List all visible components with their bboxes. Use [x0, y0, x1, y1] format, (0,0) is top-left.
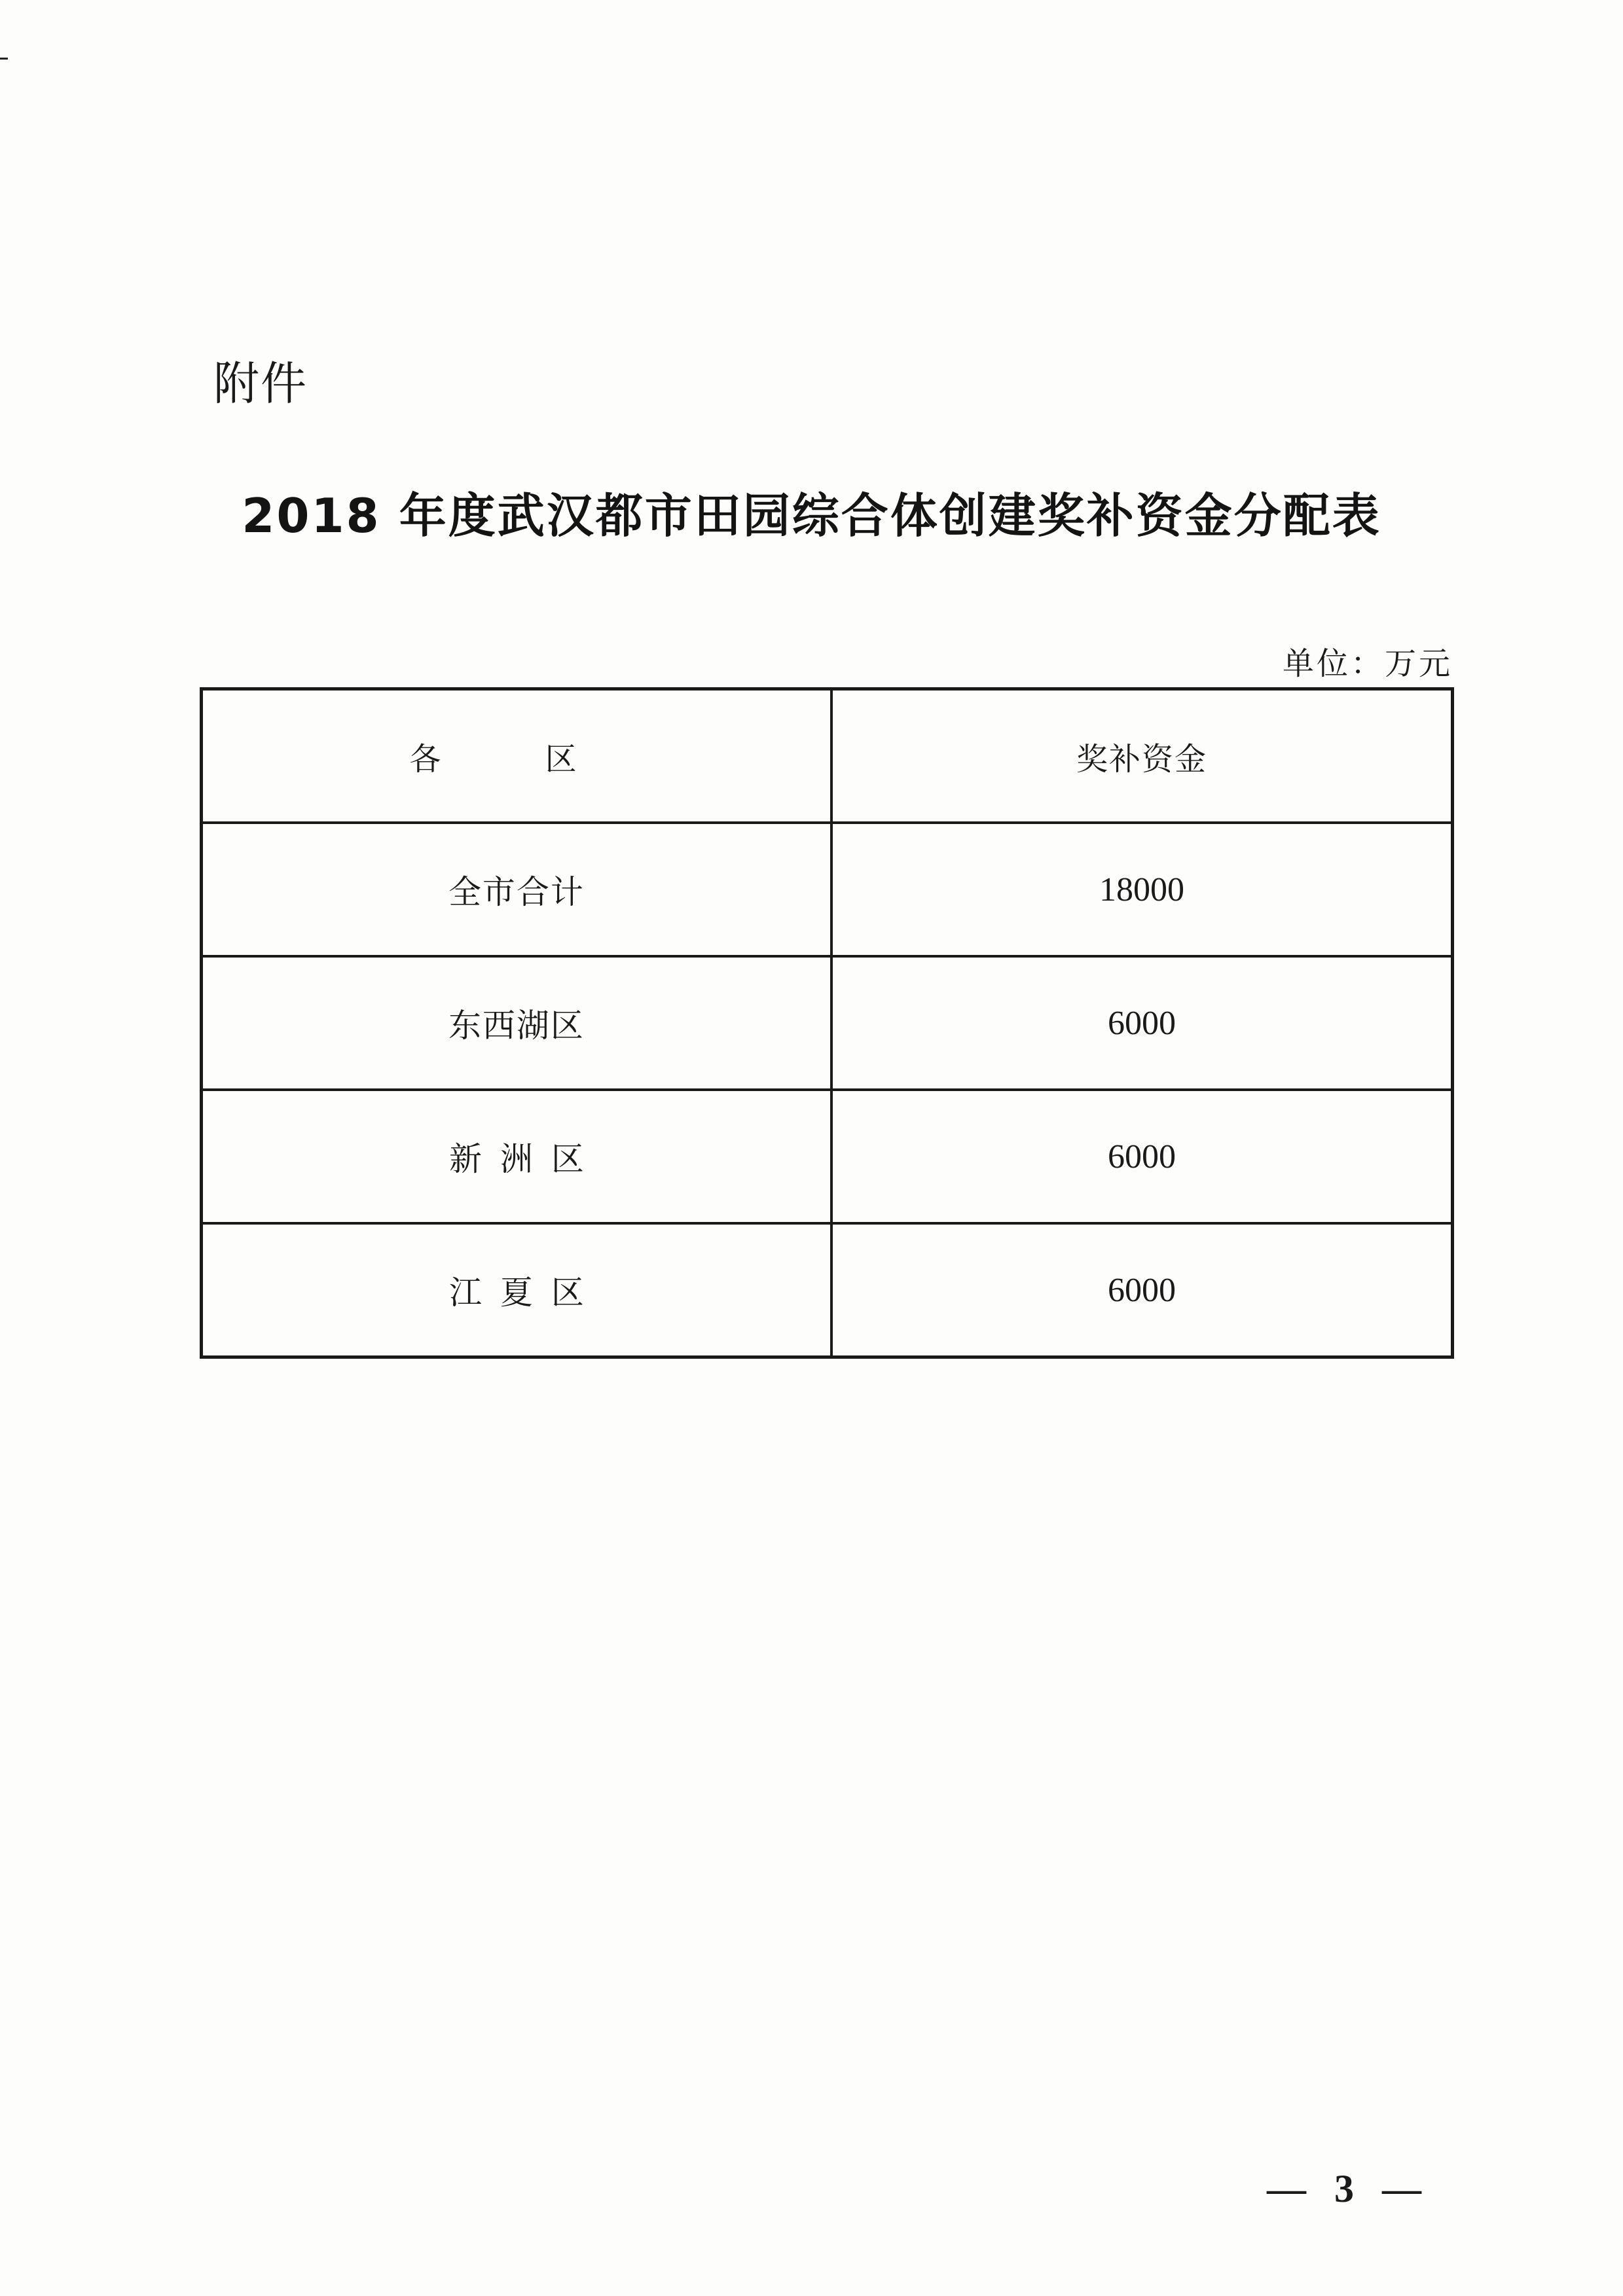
amount-cell: 6000: [831, 1223, 1453, 1357]
table-row: [202, 1223, 1453, 1357]
unit-note: 单位：万元: [1282, 645, 1453, 682]
page-number: — 3 —: [1267, 2167, 1431, 2210]
header-amount: 奖补资金: [831, 689, 1453, 823]
district-cell: 江夏区: [202, 1223, 831, 1357]
district-cell: 东西湖区: [202, 956, 831, 1090]
scan-edge-mark: [0, 58, 8, 60]
table-row: [202, 956, 1453, 1090]
amount-cell: 6000: [831, 1090, 1453, 1223]
amount-cell: 6000: [831, 956, 1453, 1090]
table-header-row: [202, 689, 1453, 823]
table-row: [202, 823, 1453, 956]
allocation-table: [200, 687, 1454, 1359]
district-cell: 新洲区: [202, 1090, 831, 1223]
table-row: [202, 1090, 1453, 1223]
district-cell: 全市合计: [202, 823, 831, 956]
document-title: 2018 年度武汉都市田园综合体创建奖补资金分配表: [242, 488, 1381, 543]
amount-cell: 18000: [831, 823, 1453, 956]
attachment-label: 附件: [213, 357, 308, 410]
header-district: 各 区: [202, 689, 831, 823]
